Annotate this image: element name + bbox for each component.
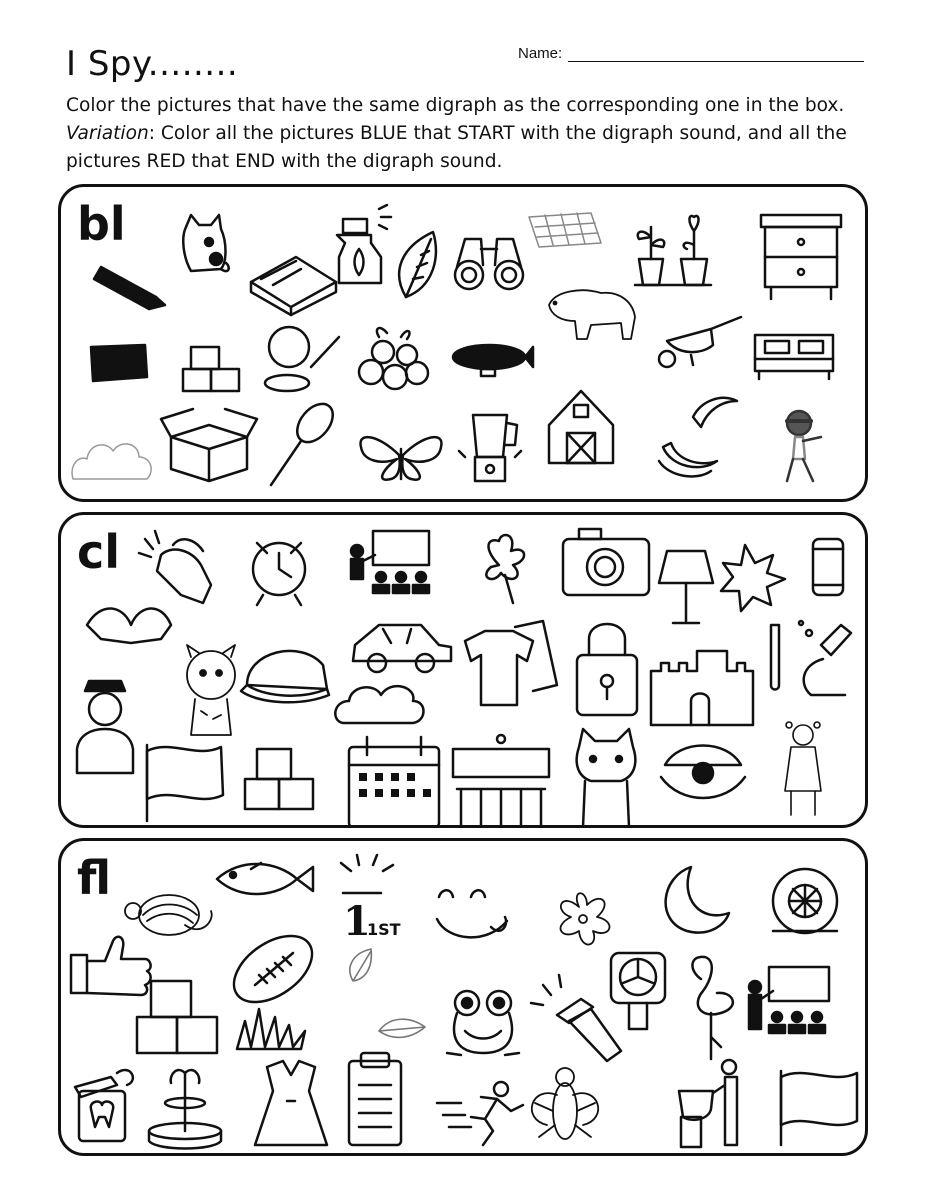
- box-bl: [58, 184, 868, 502]
- fountain-icon[interactable]: [149, 1070, 221, 1148]
- book-icon[interactable]: [251, 257, 336, 315]
- bananas-icon[interactable]: [659, 398, 737, 477]
- digraph-label: bl: [77, 197, 126, 251]
- bed-icon[interactable]: [755, 335, 833, 379]
- instructions: [66, 92, 866, 176]
- instruction-part2: : Color all the pictures BLUE that START with the digraph sound, and all the pictures RED that END with the digraph sound.: [66, 123, 847, 172]
- box-cl: [58, 512, 868, 828]
- cubes-icon[interactable]: [245, 749, 313, 809]
- instruction-part1: Color the pictures that have the same digraph as the corresponding one in the box.: [66, 95, 845, 116]
- cubes-icon[interactable]: [183, 347, 239, 391]
- plants-icon[interactable]: [635, 216, 711, 285]
- clipboard-icon[interactable]: [349, 1053, 401, 1145]
- variation-label: Variation: [66, 123, 149, 144]
- first-place-text: 1ST: [367, 920, 401, 939]
- clothes-icon[interactable]: [465, 621, 557, 705]
- fly-icon[interactable]: [532, 1068, 598, 1139]
- blender-icon[interactable]: [459, 415, 521, 481]
- butterfly-icon[interactable]: [361, 437, 442, 480]
- clown-icon[interactable]: [785, 722, 821, 815]
- binoculars-icon[interactable]: [455, 239, 523, 289]
- alarm-clock-icon[interactable]: [253, 543, 305, 605]
- grass-icon[interactable]: [237, 1009, 305, 1049]
- football-icon[interactable]: [222, 922, 324, 1015]
- clam-pearl-icon[interactable]: [661, 746, 745, 799]
- padlock-icon[interactable]: [577, 624, 637, 715]
- svg-text:1: 1: [343, 898, 371, 945]
- bear-icon[interactable]: [549, 290, 635, 339]
- compact-mirror-icon[interactable]: [265, 327, 339, 391]
- barn-icon[interactable]: [549, 391, 613, 463]
- police-officer-icon[interactable]: [77, 681, 133, 773]
- melon-icon[interactable]: [125, 895, 212, 935]
- spray-bottle-icon[interactable]: [337, 205, 391, 283]
- dress-icon[interactable]: [255, 1061, 327, 1145]
- clapping-hands-icon[interactable]: [139, 531, 211, 603]
- blueberries-icon[interactable]: [359, 328, 428, 389]
- fish-icon[interactable]: [217, 863, 313, 894]
- wheelbarrow-icon[interactable]: [659, 317, 741, 367]
- flamingo-icon[interactable]: [692, 957, 732, 1059]
- bush-icon[interactable]: [72, 444, 151, 479]
- leaf-icon[interactable]: [399, 232, 436, 297]
- blimp-icon[interactable]: [453, 345, 533, 376]
- first-place-icon[interactable]: [341, 855, 401, 945]
- tire-icon[interactable]: [773, 869, 837, 933]
- black-block-icon[interactable]: [91, 345, 147, 381]
- flag-icon[interactable]: [781, 1071, 857, 1145]
- heart-hands-icon[interactable]: [87, 608, 171, 643]
- classroom-icon[interactable]: [351, 531, 429, 593]
- microscope-icon[interactable]: [771, 621, 851, 695]
- frog-icon[interactable]: [447, 991, 519, 1055]
- blanket-icon[interactable]: [529, 213, 601, 247]
- can-icon[interactable]: [813, 539, 843, 595]
- box-icon[interactable]: [161, 409, 257, 481]
- crayon-icon[interactable]: [94, 267, 165, 309]
- name-field[interactable]: [518, 44, 864, 62]
- castle-icon[interactable]: [651, 651, 753, 725]
- thumbs-up-icon[interactable]: [71, 937, 151, 995]
- cat-icon[interactable]: [577, 729, 636, 825]
- digraph-label: cl: [77, 525, 121, 579]
- teacher-class-icon[interactable]: [749, 967, 829, 1033]
- cat-icon[interactable]: [183, 215, 228, 271]
- name-label: Name:: [518, 45, 563, 62]
- flag-icon[interactable]: [147, 745, 223, 821]
- clover-icon[interactable]: [486, 535, 524, 603]
- cap-icon[interactable]: [241, 651, 329, 702]
- cloud-icon[interactable]: [335, 686, 423, 723]
- fan-icon[interactable]: [611, 953, 665, 1029]
- cubes-icon[interactable]: [137, 981, 217, 1053]
- maple-leaf-icon[interactable]: [721, 545, 785, 611]
- toilet-person-icon[interactable]: [679, 1060, 737, 1147]
- flashlight-icon[interactable]: [531, 975, 621, 1061]
- classroom-desks-icon[interactable]: [453, 735, 549, 825]
- worksheet-title: I Spy........: [66, 44, 239, 84]
- floss-icon[interactable]: [75, 1070, 133, 1141]
- hairbrush-icon[interactable]: [271, 397, 340, 485]
- moon-icon[interactable]: [666, 867, 729, 933]
- leaves-icon[interactable]: [350, 949, 425, 1037]
- camera-icon[interactable]: [563, 529, 649, 595]
- smiley-tongue-icon[interactable]: [437, 890, 507, 937]
- running-person-icon[interactable]: [437, 1082, 523, 1145]
- digraph-label: fl: [77, 851, 112, 905]
- flower-icon[interactable]: [561, 893, 610, 944]
- lamp-icon[interactable]: [659, 551, 713, 623]
- box-fl: [58, 838, 868, 1156]
- blindfold-boy-icon[interactable]: [787, 411, 821, 481]
- tiger-cub-icon[interactable]: [187, 645, 235, 735]
- calendar-icon[interactable]: [349, 737, 439, 825]
- car-icon[interactable]: [353, 625, 451, 672]
- name-line[interactable]: [568, 44, 864, 62]
- nightstand-icon[interactable]: [761, 215, 841, 299]
